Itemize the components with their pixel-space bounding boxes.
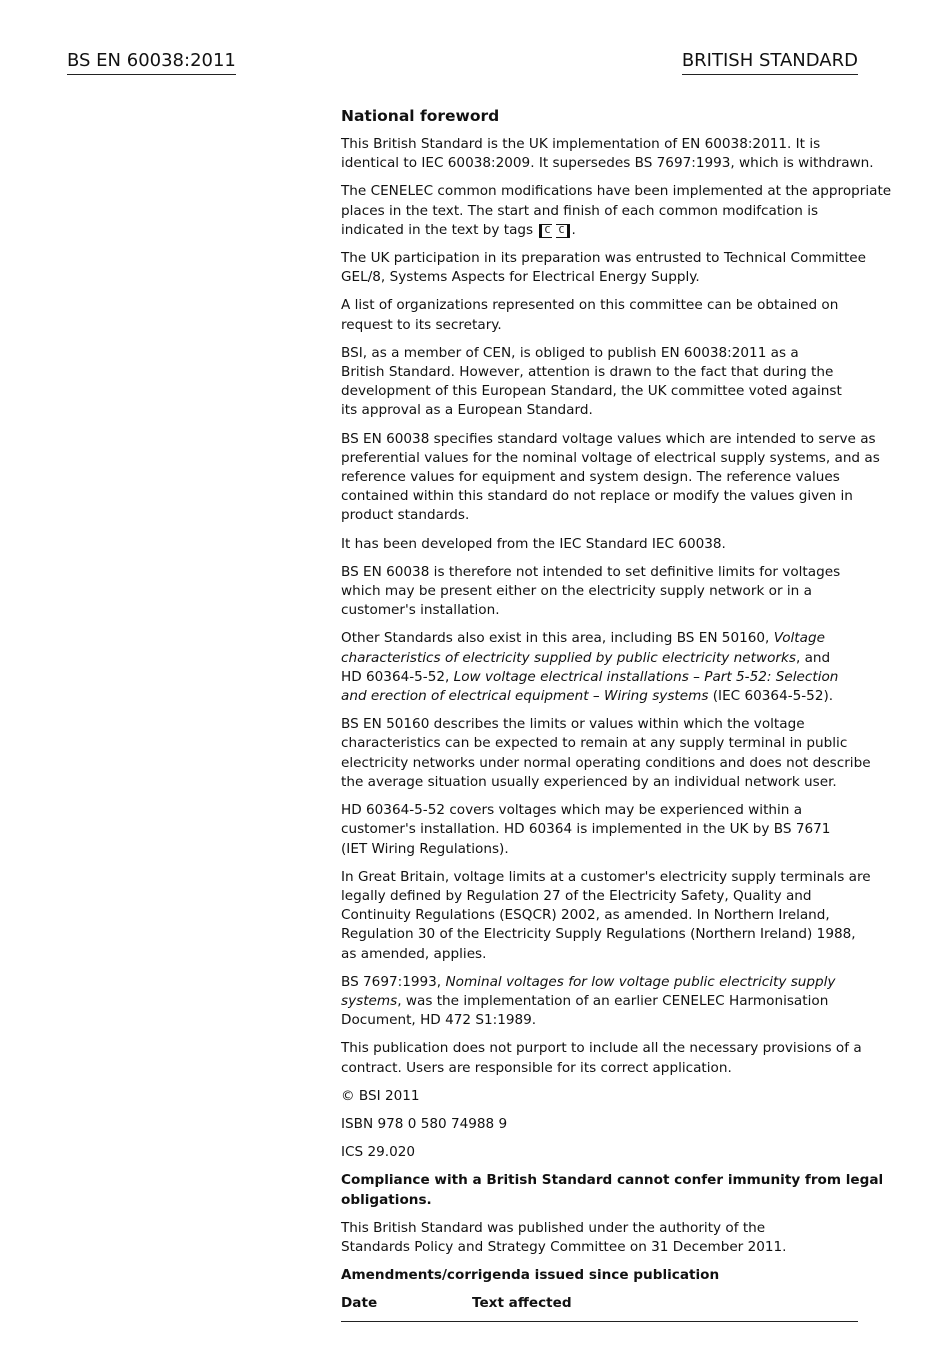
paragraph-text: (IEC 60364-5-52). <box>708 688 834 705</box>
paragraph-en50160: BS EN 50160 describes the limits or values within which the voltage characteristics can be expected to remain at any supply terminal in public electricity networks under normal operating conditions and does not describe the average situation usually experienced by an individual network user. <box>341 716 871 790</box>
amendments-table-header <box>341 1294 858 1322</box>
paragraph-bs7697 <box>341 973 901 1031</box>
paragraph-origin: It has been developed from the IEC Standard IEC 60038. <box>341 535 726 552</box>
modification-start-tag-icon: C <box>539 224 552 238</box>
paragraph-committee-list: A list of organizations represented on this committee can be obtained on request to its secretary. <box>341 297 839 333</box>
column-header-text-affected: Text affected <box>472 1295 572 1312</box>
standard-title: Voltage characteristics of electricity supplied by public electricity networks <box>341 630 825 666</box>
paragraph-common-modifications <box>341 182 901 240</box>
paragraph-text: The CENELEC common modifications have been implemented at the appropriate places in the text. The start and finish of each common modifcation is indicated in the text by tags <box>341 183 892 238</box>
ics-code: ICS 29.020 <box>341 1144 416 1161</box>
paragraph-great-britain: In Great Britain, voltage limits at a customer's electricity supply terminals are legally defined by Regulation 27 of the Electricity Safety, Quality and Continuity Regulations (ESQCR) 2002, as amended. In Northern Ireland, Regulation 30 of the Electricity Supply Regulations (Northern Ireland) 1988, as amended, applies. <box>341 868 871 962</box>
section-title: National foreword <box>341 107 500 125</box>
standard-title: Nominal voltages for low voltage public electricity supply systems <box>341 973 836 1009</box>
paragraph-hd60364: HD 60364-5-52 covers voltages which may be experienced within a customer's installation. HD 60364 is implemented in the UK by BS 7671 (IET Wiring Regulations). <box>341 802 831 857</box>
paragraph-scope: BS EN 60038 specifies standard voltage values which are intended to serve as preferential values for the nominal voltage of electrical supply systems, and as reference values for equipment and system design. The reference values contained within this standard do not replace or modify the values given in product standards. <box>341 430 880 524</box>
paragraph-limits: BS EN 60038 is therefore not intended to set definitive limits for voltages which may be present either on the electricity supply network or in a customer's installation. <box>341 563 841 619</box>
paragraph-text: , and HD 60364-5-52, <box>341 649 831 685</box>
amendments-title: Amendments/corrigenda issued since publication <box>341 1267 720 1284</box>
paragraph-text: , was the implementation of an earlier CENELEC Harmonisation Document, HD 472 S1:1989. <box>341 992 829 1029</box>
modification-end-tag-icon: C <box>556 224 569 238</box>
paragraph-bsi-obligation: BSI, as a member of CEN, is obliged to publish EN 60038:2011 as a British Standard. However, attention is drawn to the fact that during the development of this European Standard, the UK committee voted against its approval as a European Standard. <box>341 344 842 419</box>
paragraph-text: BS 7697:1993, <box>341 973 446 990</box>
document-number-header: BS EN 60038:2011 <box>67 50 236 75</box>
isbn: ISBN 978 0 580 74988 9 <box>341 1115 508 1132</box>
standard-title: Low voltage electrical installations – Part 5-52: Selection and erection of electrical equipment – Wiring systems <box>341 668 839 705</box>
paragraph-text: Other Standards also exist in this area, including BS EN 50160, <box>341 630 774 647</box>
copyright-notice: © BSI 2011 <box>341 1087 420 1104</box>
paragraph-text: . <box>571 221 576 238</box>
standard-type-header: BRITISH STANDARD <box>682 50 858 75</box>
paragraph-implementation: This British Standard is the UK implementation of EN 60038:2011. It is identical to IEC 60038:2009. It supersedes BS 7697:1993, which is withdrawn. <box>341 136 874 172</box>
compliance-statement: Compliance with a British Standard cannot confer immunity from legal obligations. <box>341 1172 884 1208</box>
paragraph-provisions: This publication does not purport to include all the necessary provisions of a contract. Users are responsible for its correct application. <box>341 1040 862 1076</box>
publication-authority: This British Standard was published under the authority of the Standards Policy and Strategy Committee on 31 December 2011. <box>341 1219 787 1255</box>
paragraph-uk-participation: The UK participation in its preparation was entrusted to Technical Committee GEL/8, Systems Aspects for Electrical Energy Supply. <box>341 250 867 286</box>
national-foreword-section <box>341 106 901 1322</box>
paragraph-other-standards <box>341 629 901 706</box>
column-header-date: Date <box>341 1295 378 1312</box>
